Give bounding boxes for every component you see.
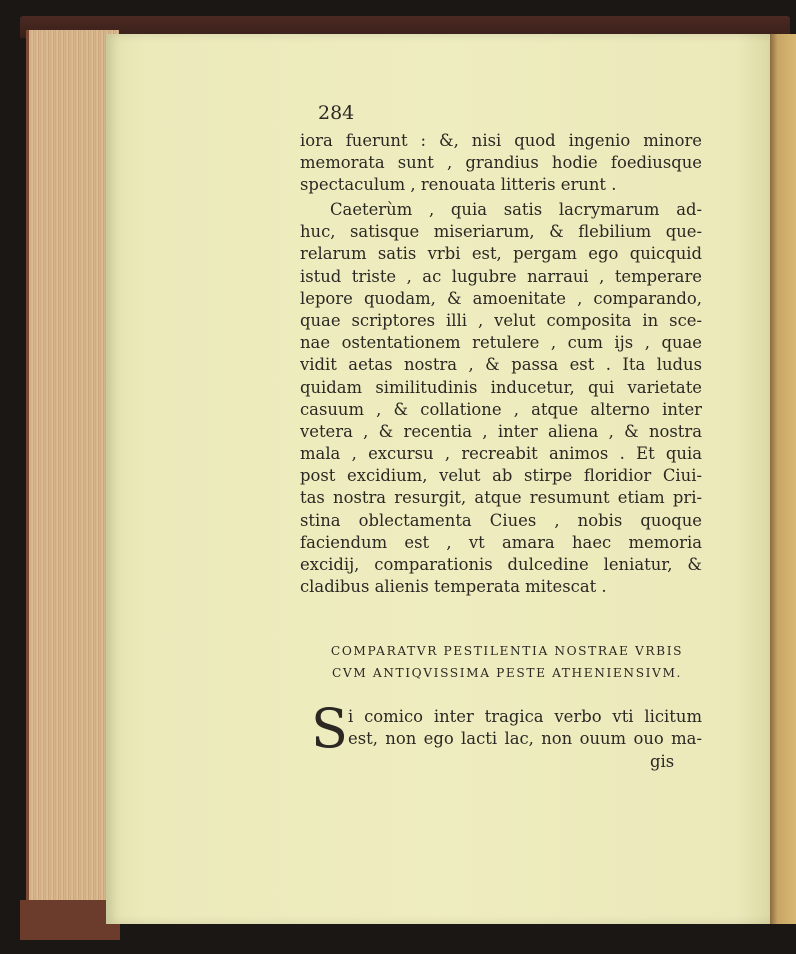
text-line: spectaculum , renouata litteris erunt .: [300, 175, 617, 195]
text-line: i comico inter tragica verbo vti licitum: [348, 707, 702, 726]
text-line: excidij, comparationis dulcedine leniatur, &: [300, 555, 702, 574]
text-line: quidam similitudinis inducetur, qui varietate: [300, 377, 702, 397]
heading-line: CVM ANTIQVISSIMA PESTE ATHENIENSIVM.: [331, 666, 683, 680]
text-line: vidit aetas nostra , & passa est . Ita ludus: [300, 355, 702, 375]
text-line: vetera , & recentia , inter aliena , & nostra: [300, 421, 702, 441]
text-line: huc, satisque miseriarum, & flebilium que-: [300, 222, 702, 242]
text-line: istud triste , ac lugubre narraui , temperare: [300, 266, 702, 286]
text-line: faciendum est , vt amara haec memoria: [300, 532, 702, 552]
catchword: gis: [650, 752, 675, 771]
text-line: relarum satis vrbi est, pergam ego quicquid: [300, 244, 702, 264]
paragraph-2: [300, 199, 702, 598]
page-number: 284: [318, 102, 355, 124]
text-line: iora fuerunt : &, nisi quod ingenio minore: [300, 131, 702, 150]
text-line: post excidium, velut ab stirpe floridior Ciui-: [300, 466, 702, 486]
paragraph-3: [348, 706, 702, 750]
text-line: est, non ego lacti lac, non ouum ouo ma-: [348, 729, 702, 749]
text-line: lepore quodam, & amoenitate , comparando,: [300, 288, 702, 308]
book-cover-bottom: [20, 900, 120, 940]
drop-capital: S: [311, 697, 348, 760]
section-heading: [312, 640, 702, 684]
text-line: nae ostentationem retulere , cum ijs , quae: [300, 333, 702, 353]
text-line: stina oblectamenta Ciues , nobis quoque: [300, 510, 702, 530]
text-line: tas nostra resurgit, atque resumunt etiam pri-: [300, 488, 702, 508]
text-line: mala , excursu , recreabit animos . Et quia: [300, 444, 702, 464]
text-line: casuum , & collatione , atque alterno inter: [300, 399, 702, 419]
text-line: quae scriptores illi , velut composita in sce-: [300, 310, 702, 330]
text-line: Caeterùm , quia satis lacrymarum ad-: [330, 200, 702, 219]
text-line: memorata sunt , grandius hodie foediusque: [300, 153, 702, 173]
facing-page-edge: [770, 34, 796, 924]
paragraph-1: [300, 130, 702, 197]
text-line: cladibus alienis temperata mitescat .: [300, 577, 607, 597]
heading-line: COMPARATVR PESTILENTIA NOSTRAE VRBIS: [330, 644, 684, 658]
